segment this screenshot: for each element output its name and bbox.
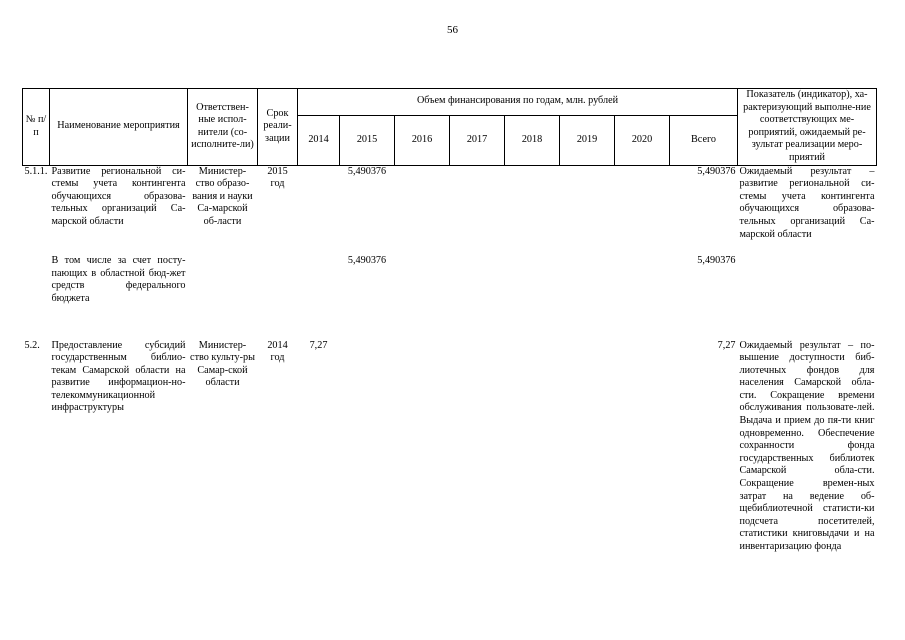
row-value-2019 bbox=[560, 255, 615, 305]
header-term: Срок реали-зации bbox=[258, 89, 298, 166]
row-value-2016 bbox=[395, 255, 450, 305]
row-responsible: Министер-ство образо-вания и науки Са-марской об-ласти bbox=[192, 165, 253, 227]
row-responsible bbox=[188, 255, 258, 305]
header-year-2020: 2020 bbox=[615, 115, 670, 165]
row-total: 7,27 bbox=[717, 339, 736, 351]
row-value-2019 bbox=[560, 165, 615, 241]
header-indicator: Показатель (индикатор), ха-рактеризующий выполне-ние соответствующих ме-роприятий, ожидаемый ре-зультат реализации меро-приятий bbox=[738, 89, 877, 166]
row-value-2019 bbox=[560, 340, 615, 554]
row-value-2016 bbox=[395, 340, 450, 554]
row-indicator bbox=[738, 255, 877, 305]
header-financing: Объем финансирования по годам, млн. рублей bbox=[298, 89, 738, 116]
header-total: Всего bbox=[670, 115, 738, 165]
header-year-2019: 2019 bbox=[560, 115, 615, 165]
row-num: 5.2. bbox=[24, 339, 40, 351]
row-num: 5.1.1. bbox=[24, 165, 48, 177]
page-number: 56 bbox=[447, 24, 458, 36]
header-year-2015: 2015 bbox=[340, 115, 395, 165]
row-value-2018 bbox=[505, 165, 560, 241]
row-value-2014 bbox=[298, 165, 340, 241]
row-name: Развитие региональной си-стемы учета контингента обучающихся образова-тельных организаций Са-марской области bbox=[51, 165, 186, 227]
row-indicator: Ожидаемый результат – развитие региональной си-стемы учета контингента обучающихся образова-тельных организаций Са-марской области bbox=[739, 165, 875, 240]
row-name: Предоставление субсидий государственным библио-текам Самарской области на развитие информацион-но-телекоммуникационной инфраструктуры bbox=[51, 339, 186, 414]
table-row bbox=[23, 255, 877, 305]
table-header bbox=[23, 89, 877, 166]
header-year-2014: 2014 bbox=[298, 115, 340, 165]
row-term: 2014 год bbox=[267, 339, 288, 364]
spacer-row bbox=[23, 306, 877, 340]
row-value-2017 bbox=[450, 165, 505, 241]
program-activities-table bbox=[22, 88, 877, 554]
row-value-2015: 5,490376 bbox=[347, 255, 387, 267]
row-responsible: Министер-ство культу-ры Самар-ской области bbox=[190, 339, 255, 389]
row-value-2015: 5,490376 bbox=[347, 165, 387, 177]
row-indicator: Ожидаемый результат – по-вышение доступности биб-лиотечных фондов для населения Самарской обла-сти. Сокращение времени обслуживания пользовате-лей. Выдача и прием до пя-ти книг одновременно. Обеспечение сохранности фонда государственных библиотек Самарской обла-сти. Сокращение времен-ных затрат на ведение об-щебиблиотечной статисти-ки подсчета посетителей, статистики книговыдачи и на инвентаризацию фонда bbox=[739, 339, 875, 552]
row-term bbox=[258, 255, 298, 305]
header-num: № п/п bbox=[23, 89, 50, 166]
row-num bbox=[23, 255, 50, 305]
spacer-row bbox=[23, 241, 877, 255]
row-value-2014: 7,27 bbox=[309, 339, 328, 351]
row-value-2020 bbox=[615, 165, 670, 241]
header-year-2017: 2017 bbox=[450, 115, 505, 165]
header-name: Наименование мероприятия bbox=[50, 89, 188, 166]
row-value-2018 bbox=[505, 255, 560, 305]
header-year-2016: 2016 bbox=[395, 115, 450, 165]
row-value-2016 bbox=[395, 165, 450, 241]
row-name: В том числе за счет посту-пающих в областной бюд-жет средств федерального бюджета bbox=[51, 255, 186, 304]
row-value-2017 bbox=[450, 255, 505, 305]
row-value-2018 bbox=[505, 340, 560, 554]
header-year-2018: 2018 bbox=[505, 115, 560, 165]
spacer-cell bbox=[23, 306, 877, 340]
table-row bbox=[23, 340, 877, 554]
row-term: 2015 год bbox=[267, 165, 288, 190]
row-total: 5,490376 bbox=[697, 165, 736, 177]
header-responsible: Ответствен-ные испол-нители (со-исполните-ли) bbox=[188, 89, 258, 166]
table-row bbox=[23, 165, 877, 241]
row-total: 5,490376 bbox=[697, 255, 736, 267]
row-value-2014 bbox=[298, 255, 340, 305]
table-body bbox=[23, 165, 877, 554]
row-value-2020 bbox=[615, 340, 670, 554]
row-value-2020 bbox=[615, 255, 670, 305]
row-value-2015 bbox=[340, 340, 395, 554]
spacer-cell bbox=[23, 241, 877, 255]
row-value-2017 bbox=[450, 340, 505, 554]
